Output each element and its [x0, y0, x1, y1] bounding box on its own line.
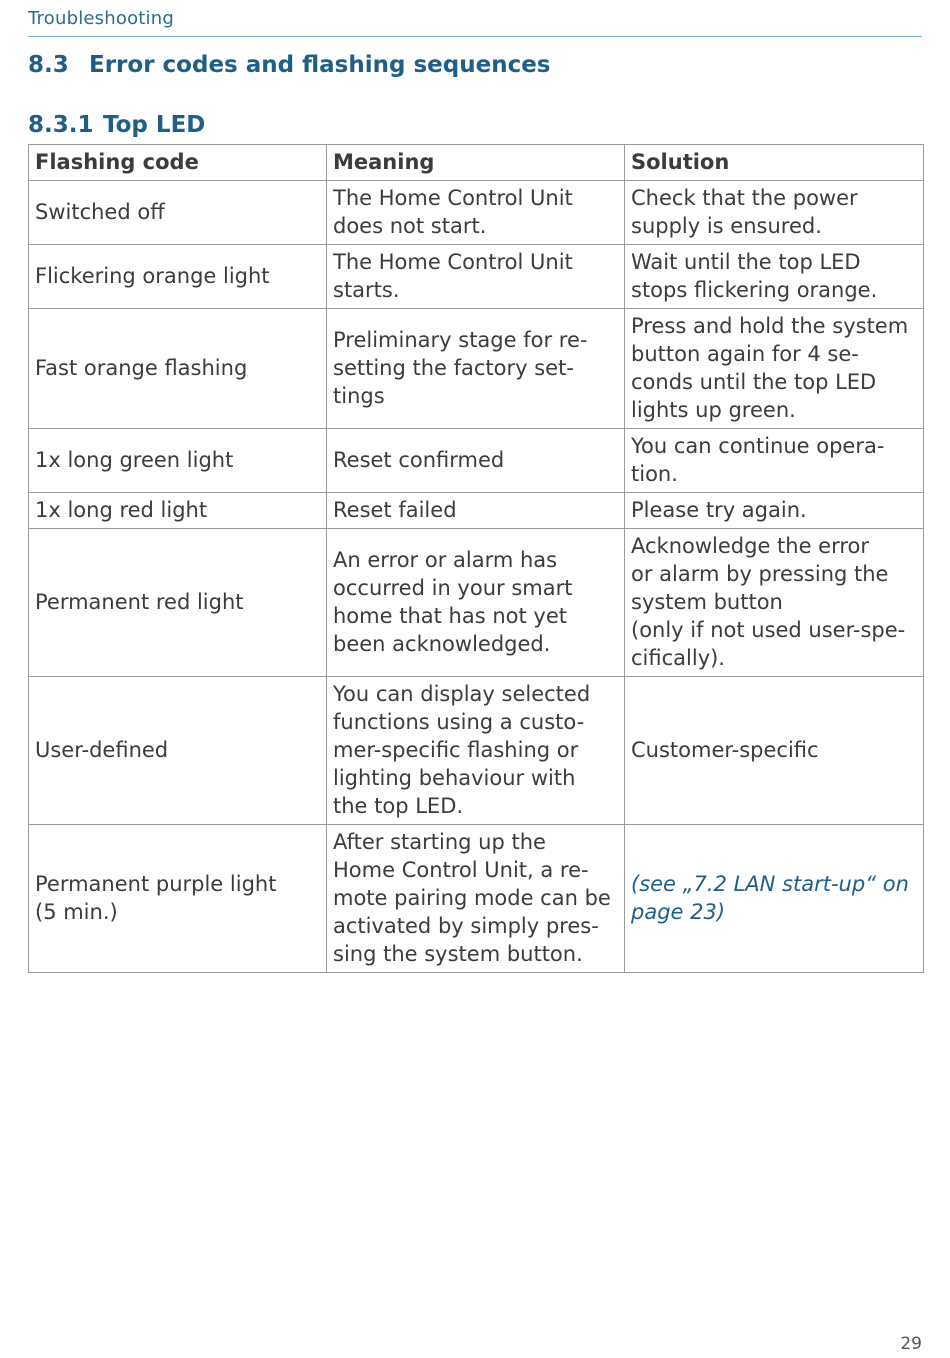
table-header-row — [29, 145, 924, 181]
cell-solution: You can continue opera- tion. — [625, 429, 924, 493]
subsection-number: 8.3.1 — [28, 112, 94, 138]
table-row — [29, 493, 924, 529]
cell-meaning: Reset confirmed — [327, 429, 625, 493]
cell-flashing-code: Permanent purple light (5 min.) — [29, 825, 327, 973]
cell-solution: Press and hold the system button again for 4 se- conds until the top LED lights up green. — [625, 309, 924, 429]
cell-meaning: You can display selected functions using a custo- mer-specific flashing or lighting behaviour with the top LED. — [327, 677, 625, 825]
cell-flashing-code: Fast orange flashing — [29, 309, 327, 429]
table-row — [29, 245, 924, 309]
header-rule — [28, 36, 922, 37]
cell-meaning: After starting up the Home Control Unit, a re- mote pairing mode can be activated by simply pres- sing the system button. — [327, 825, 625, 973]
table-row — [29, 677, 924, 825]
cell-solution: Please try again. — [625, 493, 924, 529]
top-led-table — [28, 144, 924, 973]
cell-flashing-code: 1x long green light — [29, 429, 327, 493]
header-flashing-code: Flashing code — [29, 145, 327, 181]
cell-solution: Customer-specific — [625, 677, 924, 825]
section-number: 8.3 — [28, 52, 69, 78]
running-head: Troubleshooting — [28, 8, 174, 29]
table-row — [29, 309, 924, 429]
cell-flashing-code: Switched off — [29, 181, 327, 245]
table-row — [29, 529, 924, 677]
cell-solution: Wait until the top LED stops flickering orange. — [625, 245, 924, 309]
page-number: 29 — [900, 1334, 922, 1354]
header-meaning: Meaning — [327, 145, 625, 181]
subsection-title: Top LED — [103, 112, 206, 138]
cell-solution: Check that the power supply is ensured. — [625, 181, 924, 245]
cell-flashing-code: User-defined — [29, 677, 327, 825]
cross-reference-link[interactable]: (see „7.2 LAN start-up“ on page 23) — [625, 825, 924, 973]
table-row — [29, 825, 924, 973]
section-title: Error codes and flashing sequences — [89, 52, 551, 78]
cell-solution: Acknowledge the error or alarm by pressing the system button (only if not used user-spe- cifically). — [625, 529, 924, 677]
section-heading — [28, 52, 551, 78]
header-solution: Solution — [625, 145, 924, 181]
cell-flashing-code: Permanent red light — [29, 529, 327, 677]
cell-flashing-code: Flickering orange light — [29, 245, 327, 309]
cell-meaning: Preliminary stage for re- setting the factory set- tings — [327, 309, 625, 429]
table-row — [29, 181, 924, 245]
cell-meaning: The Home Control Unit does not start. — [327, 181, 625, 245]
subsection-heading — [28, 112, 205, 138]
cell-meaning: Reset failed — [327, 493, 625, 529]
cell-meaning: An error or alarm has occurred in your smart home that has not yet been acknowledged. — [327, 529, 625, 677]
table-row — [29, 429, 924, 493]
cell-meaning: The Home Control Unit starts. — [327, 245, 625, 309]
cell-flashing-code: 1x long red light — [29, 493, 327, 529]
